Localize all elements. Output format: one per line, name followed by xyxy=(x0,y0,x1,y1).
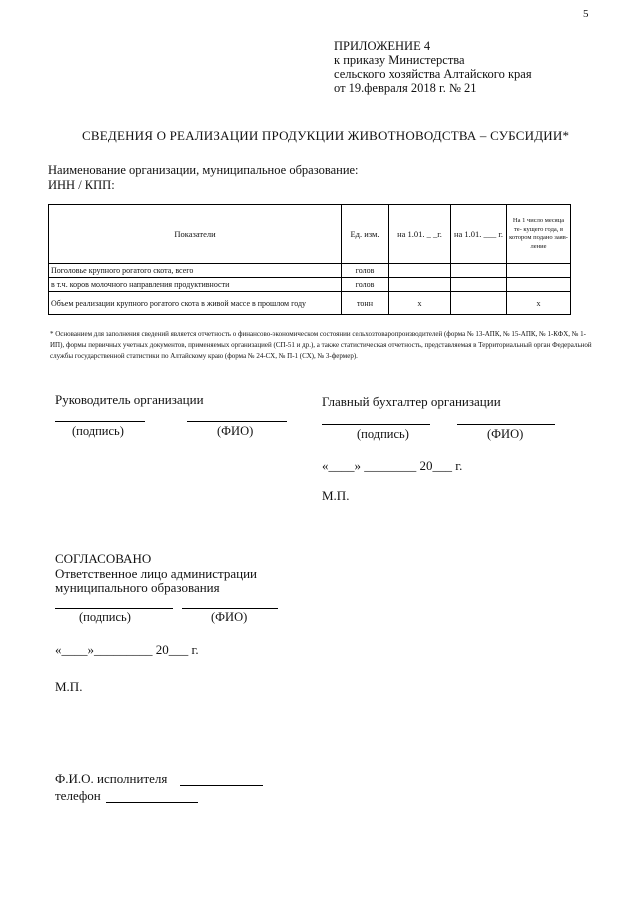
row-unit: тонн xyxy=(342,292,389,315)
row-cell[interactable] xyxy=(451,264,507,278)
executor-name-line[interactable] xyxy=(180,785,263,786)
footnote: * Основанием для заполнения сведений является отчетность о финансово-экономическом состоянии сельхозтоваропроизводителей (форма № 13-АПК, № 15-АПК, № 1-КФХ, № 1-ИП), формы первичных учетных документов, применяемых организацией (СП-51 и др.), а также статистическая отчетность, представляемая в Территориальный орган Федеральной службы государственной статистики по Алтайскому краю (форма № 24-СХ, № П-1 (СХ), № 3-фермер). xyxy=(50,330,592,360)
executor-phone-line[interactable] xyxy=(106,802,198,803)
appendix-block xyxy=(334,39,532,95)
approval-name-line[interactable] xyxy=(182,608,278,609)
approval-date-line[interactable]: «____»_________ 20___ г. xyxy=(55,642,199,657)
organization-name-label: Наименование организации, муниципальное образование: xyxy=(48,163,359,177)
row-indicator: Поголовье крупного рогатого скота, всего xyxy=(49,264,342,278)
accountant-signature-caption: (подпись) xyxy=(357,427,409,441)
accountant-date-line[interactable]: «____» ________ 20___ г. xyxy=(322,458,463,473)
row-unit: голов xyxy=(342,278,389,292)
row-cell[interactable]: х xyxy=(507,292,571,315)
table-row xyxy=(49,292,571,315)
accountant-name-caption: (ФИО) xyxy=(487,427,524,441)
table-header-row xyxy=(49,205,571,264)
header-unit: Ед. изм. xyxy=(342,205,389,264)
accountant-signature-label: Главный бухгалтер организации xyxy=(322,394,501,409)
header-indicators: Показатели xyxy=(49,205,342,264)
row-cell[interactable] xyxy=(507,264,571,278)
row-cell[interactable]: х xyxy=(389,292,451,315)
row-unit: голов xyxy=(342,264,389,278)
approval-line-2: муниципального образования xyxy=(55,580,220,595)
head-name-line[interactable] xyxy=(187,421,287,422)
table-row xyxy=(49,264,571,278)
document-title: СВЕДЕНИЯ О РЕАЛИЗАЦИИ ПРОДУКЦИИ ЖИВОТНОВОДСТВА – СУБСИДИИ* xyxy=(82,128,570,143)
page-number: 5 xyxy=(583,8,589,20)
inn-kpp-label: ИНН / КПП: xyxy=(48,178,115,192)
row-cell[interactable] xyxy=(507,278,571,292)
header-col1: на 1.01. _ _г. xyxy=(389,205,451,264)
header-col2: на 1.01. ___ г. xyxy=(451,205,507,264)
row-cell[interactable] xyxy=(451,292,507,315)
organization-fields xyxy=(48,163,359,193)
header-col3: На 1 число месяца те- кущего года, в котором подано заяв- ление xyxy=(507,205,571,264)
appendix-line: ПРИЛОЖЕНИЕ 4 xyxy=(334,39,431,53)
approval-line-1: Ответственное лицо администрации xyxy=(55,566,258,581)
row-cell[interactable] xyxy=(451,278,507,292)
head-signature-label: Руководитель организации xyxy=(55,392,204,407)
accountant-name-line[interactable] xyxy=(457,424,555,425)
head-signature-line[interactable] xyxy=(55,421,145,422)
appendix-line: сельского хозяйства Алтайского края xyxy=(334,67,532,81)
executor-name-label: Ф.И.О. исполнителя xyxy=(55,771,168,786)
appendix-line: к приказу Министерства xyxy=(334,53,465,67)
row-cell[interactable] xyxy=(389,278,451,292)
table-row xyxy=(49,278,571,292)
seal-placeholder: М.П. xyxy=(322,488,350,503)
appendix-line: от 19.февраля 2018 г. № 21 xyxy=(334,81,477,95)
approval-title: СОГЛАСОВАНО xyxy=(55,551,152,566)
approval-name-caption: (ФИО) xyxy=(211,610,248,624)
accountant-signature-line[interactable] xyxy=(322,424,430,425)
approval-signature-line[interactable] xyxy=(55,608,173,609)
row-indicator: в т.ч. коров молочного направления продуктивности xyxy=(49,278,342,292)
head-name-caption: (ФИО) xyxy=(217,424,254,438)
approval-seal-placeholder: М.П. xyxy=(55,679,83,694)
row-indicator: Объем реализации крупного рогатого скота в живой массе в прошлом году xyxy=(49,292,342,315)
row-cell[interactable] xyxy=(389,264,451,278)
indicators-table xyxy=(48,204,571,315)
executor-phone-label: телефон xyxy=(55,788,101,803)
approval-signature-caption: (подпись) xyxy=(79,610,131,624)
head-signature-caption: (подпись) xyxy=(72,424,124,438)
